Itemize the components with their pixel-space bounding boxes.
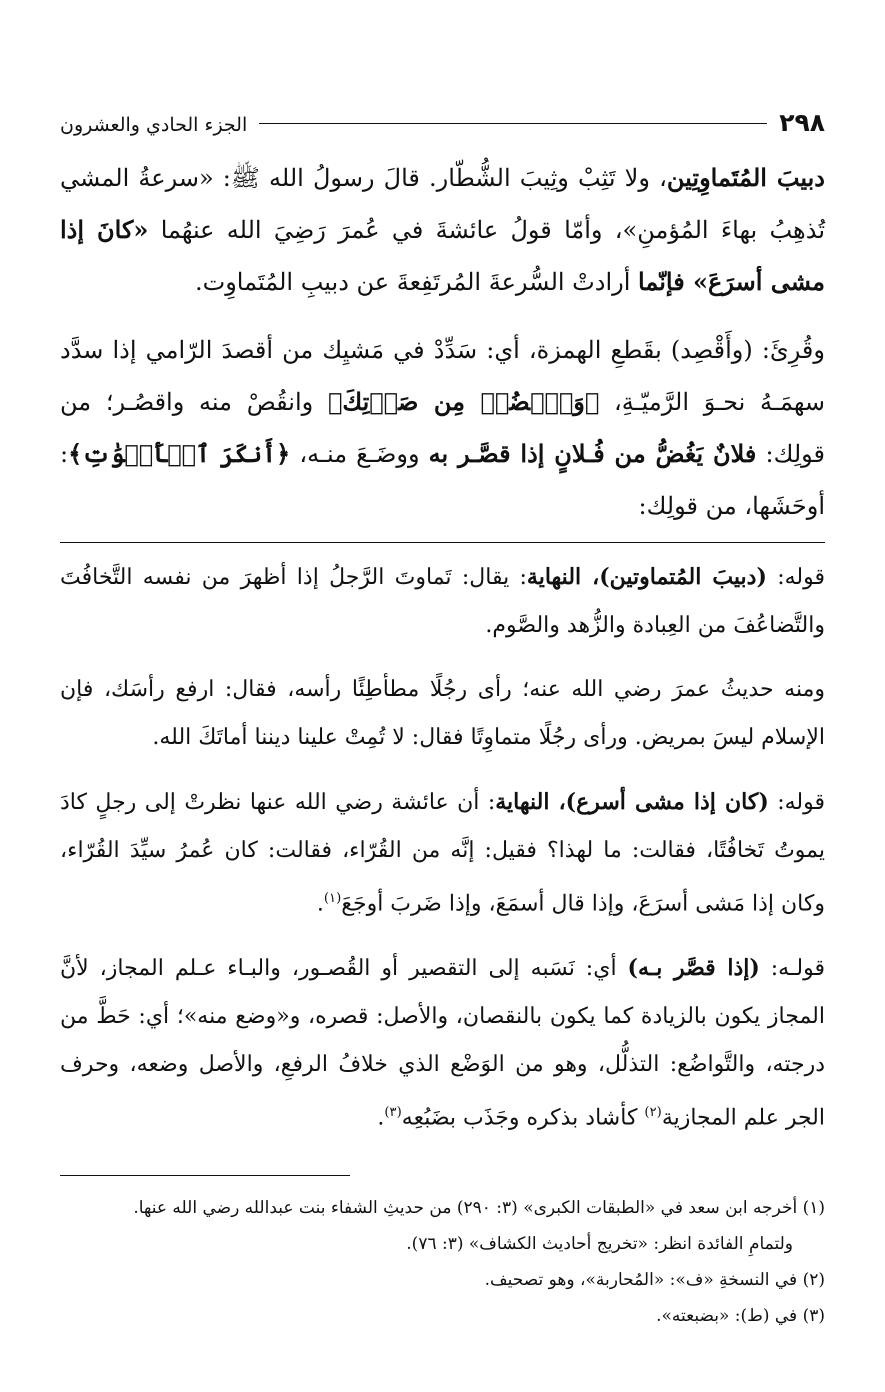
header-rule — [259, 123, 767, 124]
emphasized-text: دبيبَ المُتَماوِتِين — [666, 163, 825, 192]
footnote-3: (٣) في (ط): «بضبعته». — [656, 1305, 825, 1326]
emphasized-text: ﴿وَٱغۡضُضۡ مِن صَوۡتِكَ﴾ — [327, 387, 600, 416]
text-run: قولـه: — [759, 956, 825, 982]
text-run: كأشاد بذكره وجَذَب بضَبُعِه — [401, 1105, 645, 1131]
text-run: وانقُصْ منه واقصُـر؛ من قولِك: — [60, 388, 826, 468]
text-run: قوله: — [768, 790, 825, 815]
emphasized-text: (دبيبَ المُتماوتين)، النهاية — [526, 564, 767, 590]
commentary-paragraph — [60, 944, 825, 1142]
emphasized-text: ﴿أَنكَرَ ٱلۡأَصۡوَٰتِ﴾ — [68, 439, 291, 468]
text-run: وقُرِئَ: (وأَقْصِد) بقَطعِ الهمزة، أي: سَدِّدْ في مَشيِك من أقصدَ الرّامي إذا سدَّد سهمَـهُ نحـوَ الرَّميّـةِ، — [60, 336, 825, 416]
text-run: ، ولا تَثِبْ وثِيبَ الشُّطّار. قالَ رسولُ الله ﷺ: «سرعةُ المشي تُذهِبُ بهاءَ المُؤمنِ»، وأمّا قولُ عائشةَ في عُمرَ رَضِيَ الله عنهُما — [60, 164, 825, 244]
footnote-1: (١) أخرجه ابن سعد في «الطبقات الكبرى» (٣: ٢٩٠) من حديثِ الشفاء بنت عبدالله رضي الله عنها. — [133, 1197, 825, 1218]
page-header — [60, 108, 825, 152]
commentary-paragraph — [60, 778, 825, 928]
footnote-1-continued: ولتمامِ الفائدة انظر: «تخريج أحاديث الكشاف» (٣: ٧٦). — [406, 1233, 793, 1254]
emphasized-text: (كان إذا مشى أسرع)، النهاية — [495, 789, 769, 815]
footnotes — [60, 1190, 825, 1334]
commentary — [60, 553, 825, 1143]
footnote-marker: (٢) — [644, 1105, 662, 1121]
emphasized-text: «كانَ إذا مشى أسرَعَ» فإنّما — [60, 215, 825, 296]
text-run: ووضَـعَ منـه، — [290, 440, 429, 468]
main-paragraph — [60, 324, 825, 532]
book-page — [60, 108, 825, 1334]
text-run: قوله: — [766, 565, 825, 590]
text-run: : أوحَشَها، من قولِك: — [60, 440, 825, 520]
footnote-divider — [60, 1175, 350, 1176]
emphasized-text: (إذا قصَّر بـه) — [627, 955, 760, 982]
commentary-paragraph — [60, 553, 825, 650]
footnotes-section — [60, 1143, 825, 1334]
emphasized-text: فلانٌ يَغُضُّ من فُـلانٍ إذا قصَّـر به — [428, 439, 757, 468]
page-number: ٢٩٨ — [779, 108, 825, 137]
main-paragraph — [60, 152, 825, 308]
commentary-paragraph — [60, 666, 825, 762]
text-run: ومنه حديثُ عمرَ رضي الله عنه؛ رأى رجُلًا مطأطِئًا رأسه، فقال: ارفع رأسَك، فإن الإسلام ليسَ بمريض. ورأى رجُلًا متماوِتًا فقال: لا تُمِتْ علينا ديننا أماتَكَ الله. — [60, 677, 825, 750]
text-run: أي: نَسَبه إلى التقصير أو القُصـور، والبـاء عـلم المجاز، لأنَّ المجاز يكون بالزيادة كما يكون بالنقصان، والأصل: قصره، و«وضع منه»؛ أي: حَطَّ من درجته، والتَّواضُع: التذلُّل، وهو من الوَضْع الذي خلافُ الرفعِ، والأصل وضعه، وحرف الجر علم المجازية — [60, 956, 825, 1131]
text-run: : أن عائشة رضي الله عنها نظرتْ إلى رجلٍ كادَ يموتُ تَخافُتًا، فقالت: ما لهذا؟ فقيل: إنَّه من القُرّاء، فقالت: كان عُمرُ سيِّدَ القُرّاء، وكان إذا مَشى أسرَعَ، وإذا قال أسمَعَ، وإذا ضَربَ أوجَعَ — [60, 790, 825, 917]
running-title: الجزء الحادي والعشرون — [60, 114, 248, 136]
commentary-divider — [60, 542, 825, 543]
text-run: : يقال: تَماوتَ الرَّجلُ إذا أظهرَ من نفسه التَّخافُتَ والتَّضاعُفَ من العِبادة والزُّهد والصَّوم. — [60, 565, 825, 638]
text-run: . — [377, 1105, 385, 1131]
footnote-marker: (١) — [323, 891, 342, 906]
text-run: . — [316, 891, 324, 917]
text-run: أرادتْ السُّرعةَ المُرتَفِعةَ عن دبيبِ المُتَماوِت. — [194, 268, 639, 296]
footnote-2: (٢) في النسخةِ «ف»: «المُحاربة»، وهو تصحيف. — [484, 1269, 825, 1290]
footnote-marker: (٣) — [384, 1105, 402, 1121]
main-text — [60, 152, 825, 532]
